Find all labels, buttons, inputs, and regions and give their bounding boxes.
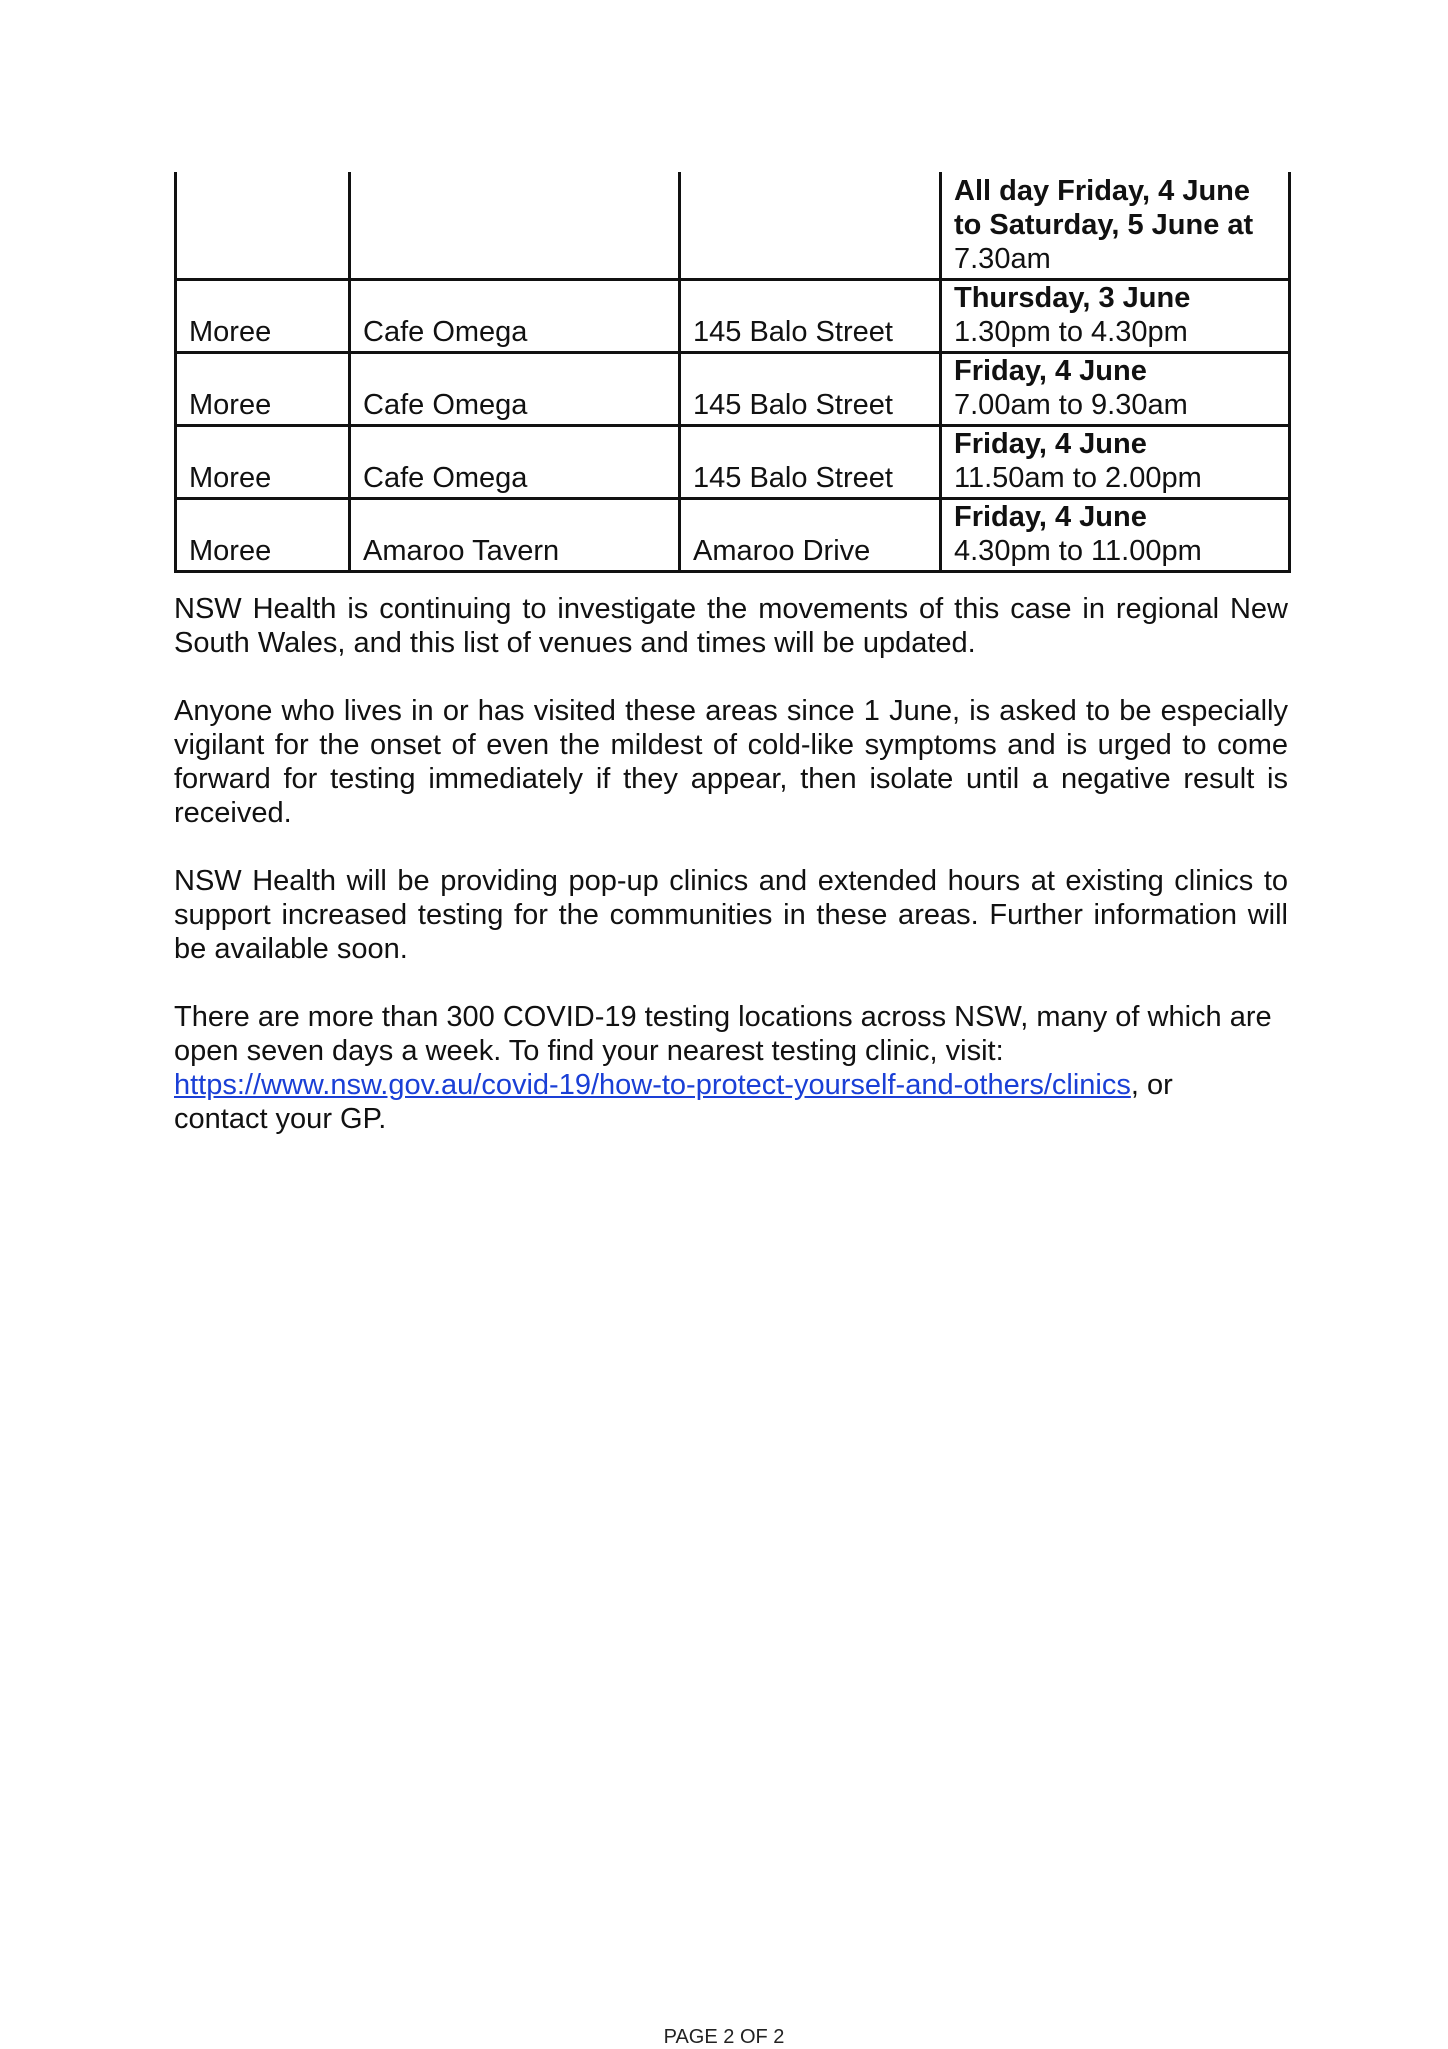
venue-table: [174, 172, 1291, 573]
day-text: All day Friday, 4 June: [954, 175, 1251, 207]
table-row: [176, 172, 1290, 280]
venue-cell: Cafe Omega: [350, 353, 680, 426]
venue-cell: Amaroo Tavern: [350, 499, 680, 572]
day-text: Friday, 4 June: [954, 428, 1147, 460]
suburb-cell: Moree: [176, 280, 350, 353]
venue-cell: Cafe Omega: [350, 426, 680, 499]
page-number: PAGE 2 OF 2: [663, 2026, 785, 2048]
address-cell: Amaroo Drive: [680, 499, 941, 572]
testing-text: open seven days a week. To find your nearest testing clinic, visit:: [174, 1035, 1004, 1067]
suburb-cell: Moree: [176, 499, 350, 572]
investigation-paragraph: NSW Health is continuing to investigate the movements of this case in regional New South Wales, and this list of venues and times will be updated.: [174, 593, 1288, 659]
suburb-cell: [176, 172, 350, 280]
venue-cell: Cafe Omega: [350, 280, 680, 353]
time-text: 1.30pm to 4.30pm: [954, 316, 1188, 348]
time-cell: [941, 426, 1290, 499]
clinics-link[interactable]: https://www.nsw.gov.au/covid-19/how-to-protect-yourself-and-others/clinics: [174, 1069, 1131, 1101]
clinics-paragraph: NSW Health will be providing pop-up clinics and extended hours at existing clinics to support increased testing for the communities in these areas. Further information will be available soon.: [174, 865, 1288, 965]
time-cell: [941, 172, 1290, 280]
time-cell: [941, 280, 1290, 353]
suburb-cell: Moree: [176, 353, 350, 426]
table-row: [176, 426, 1290, 499]
time-cell: [941, 353, 1290, 426]
day-text: Friday, 4 June: [954, 355, 1147, 387]
address-cell: 145 Balo Street: [680, 426, 941, 499]
table-row: [176, 353, 1290, 426]
venue-cell: [350, 172, 680, 280]
testing-text: contact your GP.: [174, 1103, 387, 1135]
suburb-cell: Moree: [176, 426, 350, 499]
day-text: to Saturday, 5 June at: [954, 209, 1254, 241]
time-text: 4.30pm to 11.00pm: [954, 535, 1202, 567]
testing-paragraph: [174, 1000, 1288, 1136]
time-cell: [941, 499, 1290, 572]
time-text: 7.30am: [954, 243, 1051, 275]
testing-text: , or: [1130, 1069, 1173, 1101]
table-row: [176, 499, 1290, 572]
day-text: Friday, 4 June: [954, 501, 1147, 533]
time-text: 7.00am to 9.30am: [954, 389, 1188, 421]
day-text: Thursday, 3 June: [954, 282, 1191, 314]
table-row: [176, 280, 1290, 353]
vigilance-paragraph: Anyone who lives in or has visited these areas since 1 June, is asked to be especially vigilant for the onset of even the mildest of cold-like symptoms and is urged to come forward for testing immediately if they appear, then isolate until a negative result is received.: [174, 695, 1288, 829]
address-cell: [680, 172, 941, 280]
address-cell: 145 Balo Street: [680, 280, 941, 353]
time-text: 11.50am to 2.00pm: [954, 462, 1202, 494]
address-cell: 145 Balo Street: [680, 353, 941, 426]
testing-text: There are more than 300 COVID-19 testing locations across NSW, many of which are: [174, 1001, 1272, 1033]
